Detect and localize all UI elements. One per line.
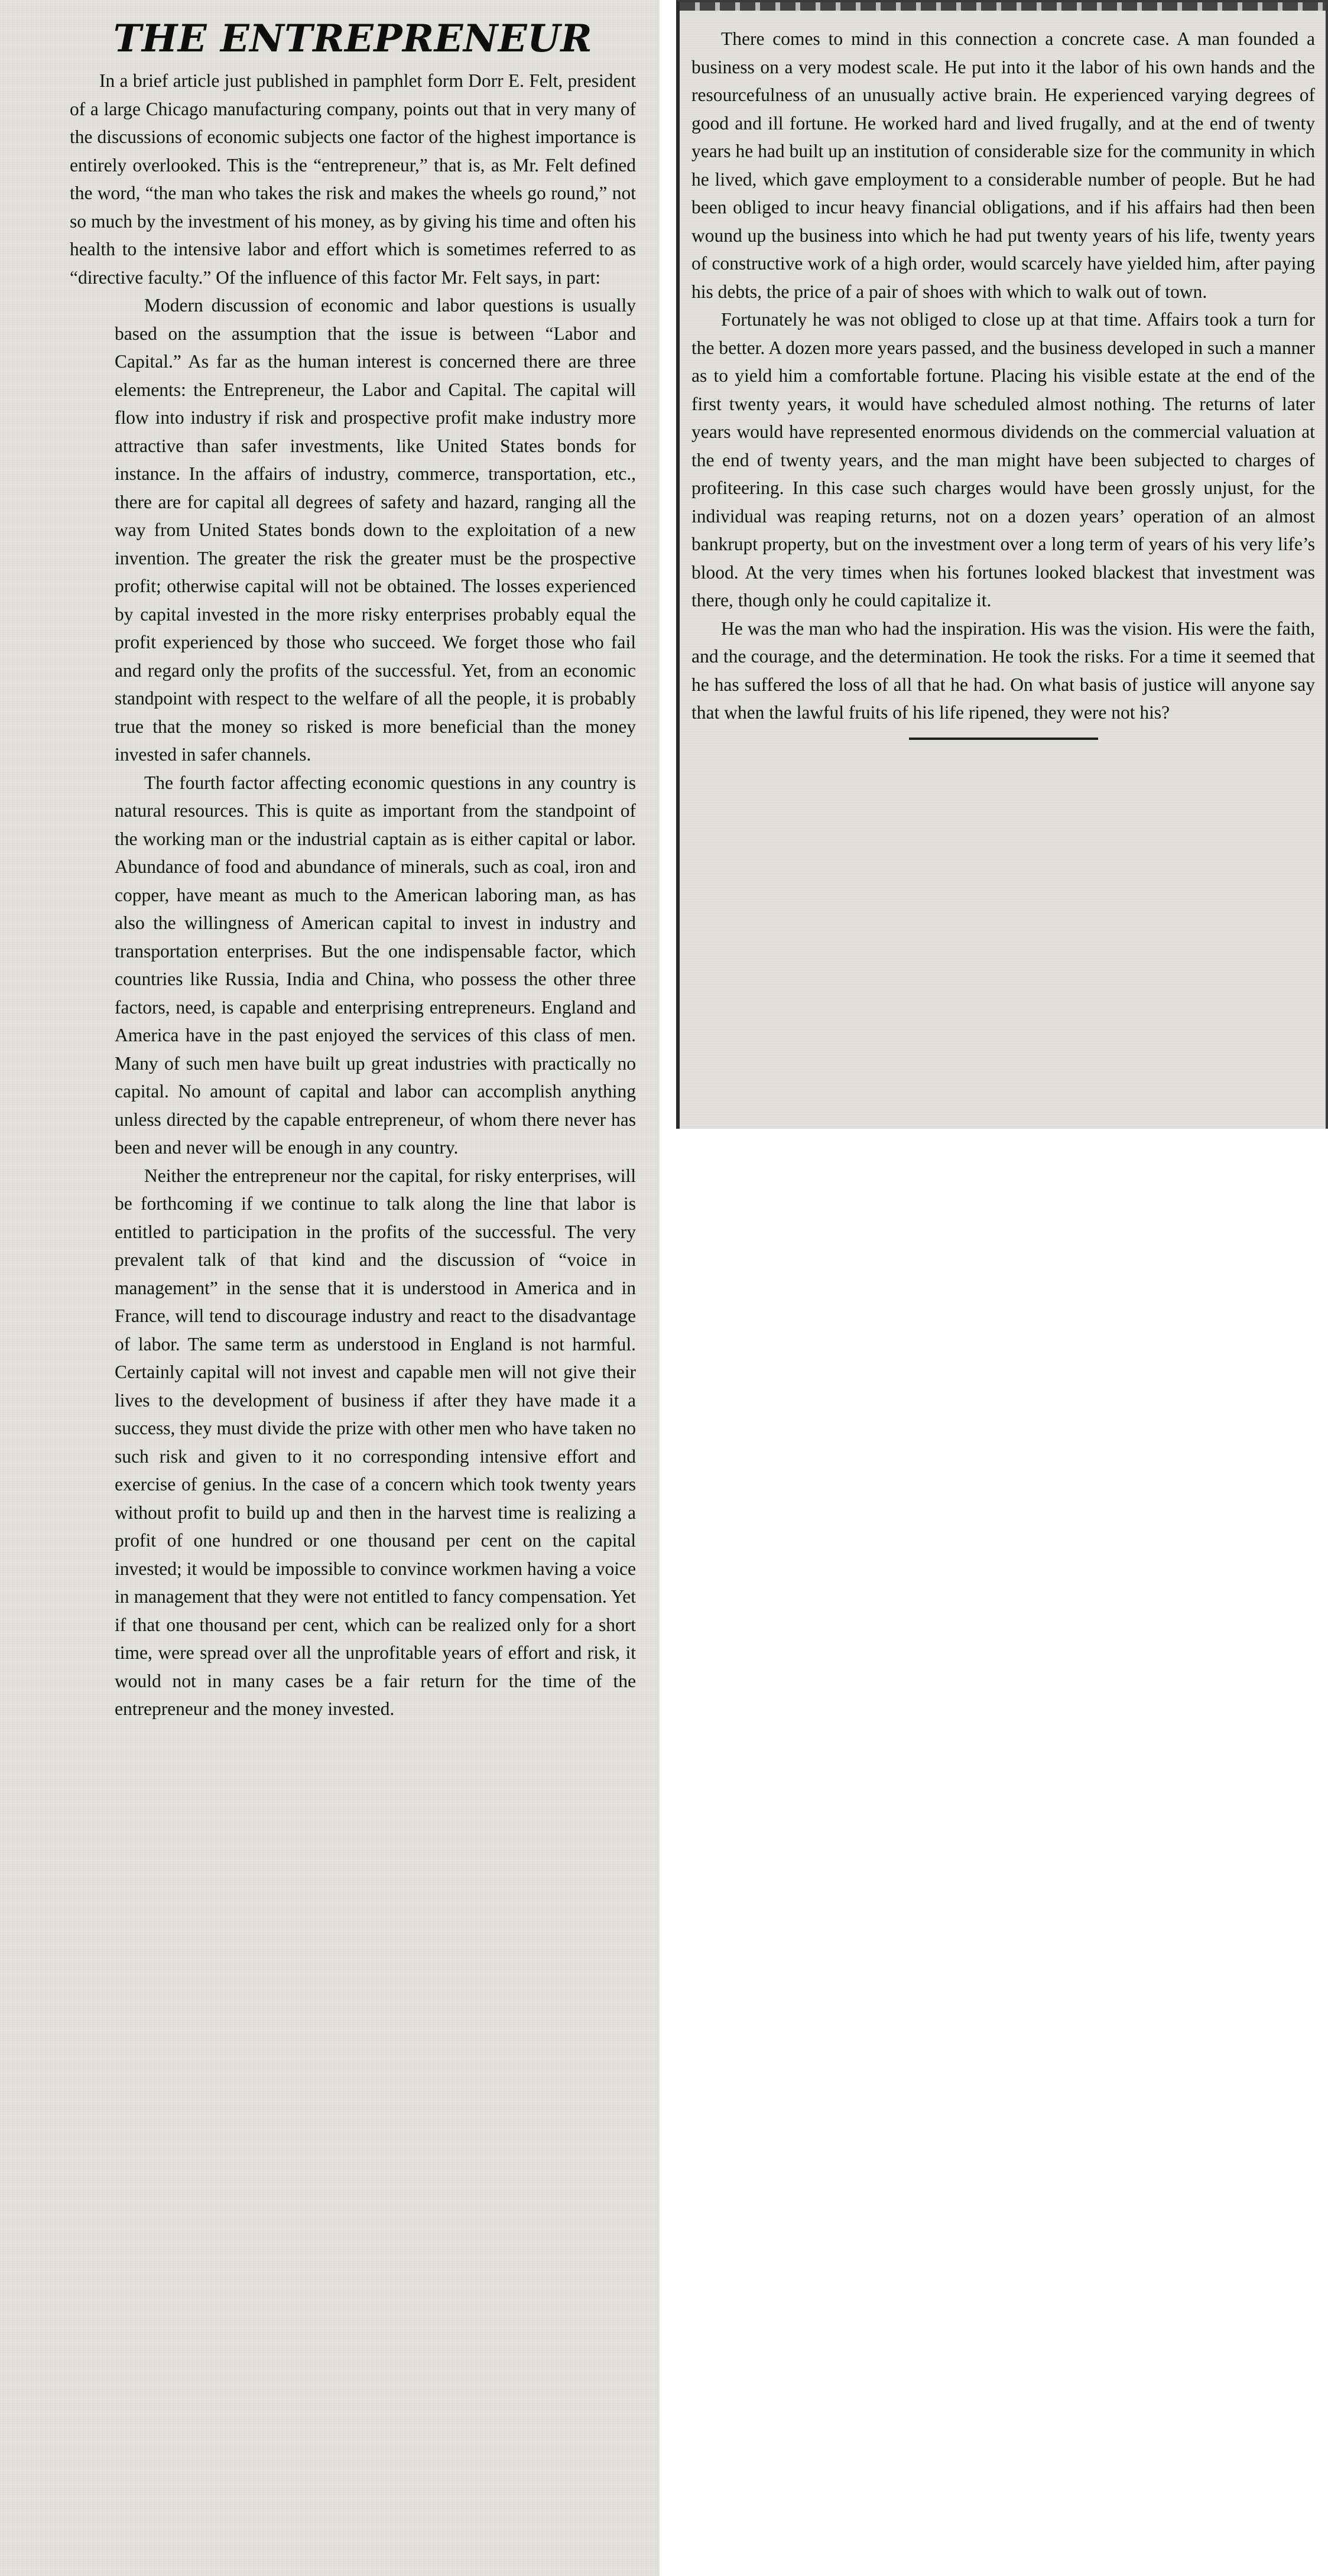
continued-paragraph-3: He was the man who had the inspiration. His was the vision. His were the faith, and the courage, and the determination. He took the risks. For a time it seemed that he has suffered the loss of all that he had. On what basis of justice will anyone say that when the lawful fruits of his life ripened, they were not his?: [691, 618, 1315, 723]
intro-paragraph: In a brief article just published in pamphlet form Dorr E. Felt, president of a large Chicago manufacturing company, points out that in very many of the discussions of economic subjects one factor of the highest importance is entirely overlooked. This is the “entrepreneur,” that is, as Mr. Felt defined the word, “the man who takes the risk and makes the wheels go round,” not so much by the investment of his money, as by giving his time and often his health to the intensive labor and effort which is sometimes referred to as “directive faculty.” Of the influence of this factor Mr. Felt says, in part:: [70, 70, 636, 288]
article-column-left: [0, 0, 660, 2576]
continued-paragraph-2: Fortunately he was not obliged to close up at that time. Affairs took a turn for the better. A dozen more years passed, and the business developed in such a manner as to yield him a comfortable fortune. Placing his visible estate at the end of the first twenty years, it would have scheduled almost nothing. The returns of later years would have represented enormous dividends on the commercial valuation at the end of twenty years, and the man might have been subjected to charges of profiteering. In this case such charges would have been grossly unjust, for the individual was reaping returns, not on a dozen years’ operation of an almost bankrupt property, but on the investment over a long term of years of his very life’s blood. At the very times when his fortunes looked blackest that investment was there, though only he could capitalize it.: [691, 309, 1315, 610]
quote-paragraph-3: Neither the entrepreneur nor the capital, for risky enterprises, will be forthcoming if we continue to talk along the line that labor is entitled to participation in the profits of the successful. The very prevalent talk of that kind and the discussion of “voice in management” in the sense that it is understood in America and in France, will tend to discourage industry and react to the disadvantage of labor. The same term as understood in England is not harmful. Certainly capital will not invest and capable men will not give their lives to the development of business if after they have made it a success, they must divide the prize with other men who have taken no such risk and given to it no corresponding intensive effort and exercise of genius. In the case of a concern which took twenty years without profit to build up and then in the harvest time is realizing a profit of one hundred or one thousand per cent on the capital invested; it would be impossible to convince workmen having a voice in management that they were not entitled to fancy compensation. Yet if that one thousand per cent, which can be realized only for a short time, were spread over all the unprofitable years of effort and risk, it would not in many cases be a fair return for the time of the entrepreneur and the money invested.: [115, 1165, 636, 1719]
continued-paragraph-1: There comes to mind in this connection a concrete case. A man founded a business on a very modest scale. He put into it the labor of his own hands and the resourcefulness of an unusually active brain. He experienced varying degrees of good and ill fortune. He worked hard and lived frugally, and at the end of twenty years he had built up an institution of considerable size for the community in which he lived, which gave employment to a considerable number of people. But he had been obliged to incur heavy financial obligations, and if his affairs had then been wound up the business into which he had put twenty years of his life, twenty years of constructive work of a high order, would scarcely have yielded him, after paying his debts, the price of a pair of shoes with which to walk out of town.: [691, 28, 1315, 302]
quote-paragraph-1: Modern discussion of economic and labor questions is usually based on the assumption that the issue is between “Labor and Capital.” As far as the human interest is concerned there are three elements: the Entrepreneur, the Labor and Capital. The capital will flow into industry if risk and prospective profit make industry more attractive than safer investments, like United States bonds for instance. In the affairs of industry, commerce, transportation, etc., there are for capital all degrees of safety and hazard, ranging all the way from United States bonds down to the exploitation of a new invention. The greater the risk the greater must be the prospective profit; otherwise capital will not be obtained. The losses experienced by capital invested in the more risky enterprises probably equal the profit experienced by those who succeed. We forget those who fail and regard only the profits of the successful. Yet, from an economic standpoint with respect to the welfare of all the people, it is probably true that the money so risked is more beneficial than the money invested in safer channels.: [115, 295, 636, 765]
end-rule: [909, 738, 1098, 740]
article-column-right: [676, 0, 1328, 1129]
quoted-excerpt: [70, 291, 636, 1723]
article-title: THE ENTREPRENEUR: [113, 17, 593, 61]
clipped-header-strip: [680, 2, 1326, 11]
quote-paragraph-2: The fourth factor affecting economic questions in any country is natural resources. This is quite as important from the standpoint of the working man or the industrial captain as is either capital or labor. Abundance of food and abundance of minerals, such as coal, iron and copper, have meant as much to the American laboring man, as has also the willingness of American capital to invest in industry and transportation enterprises. But the one indispensable factor, which countries like Russia, India and China, who possess the other three factors, need, is capable and enterprising entrepreneurs. England and America have in the past enjoyed the services of this class of men. Many of such men have built up great industries with practically no capital. No amount of capital and labor can accomplish anything unless directed by the capable entrepreneur, of whom there never has been and never will be enough in any country.: [115, 772, 636, 1158]
